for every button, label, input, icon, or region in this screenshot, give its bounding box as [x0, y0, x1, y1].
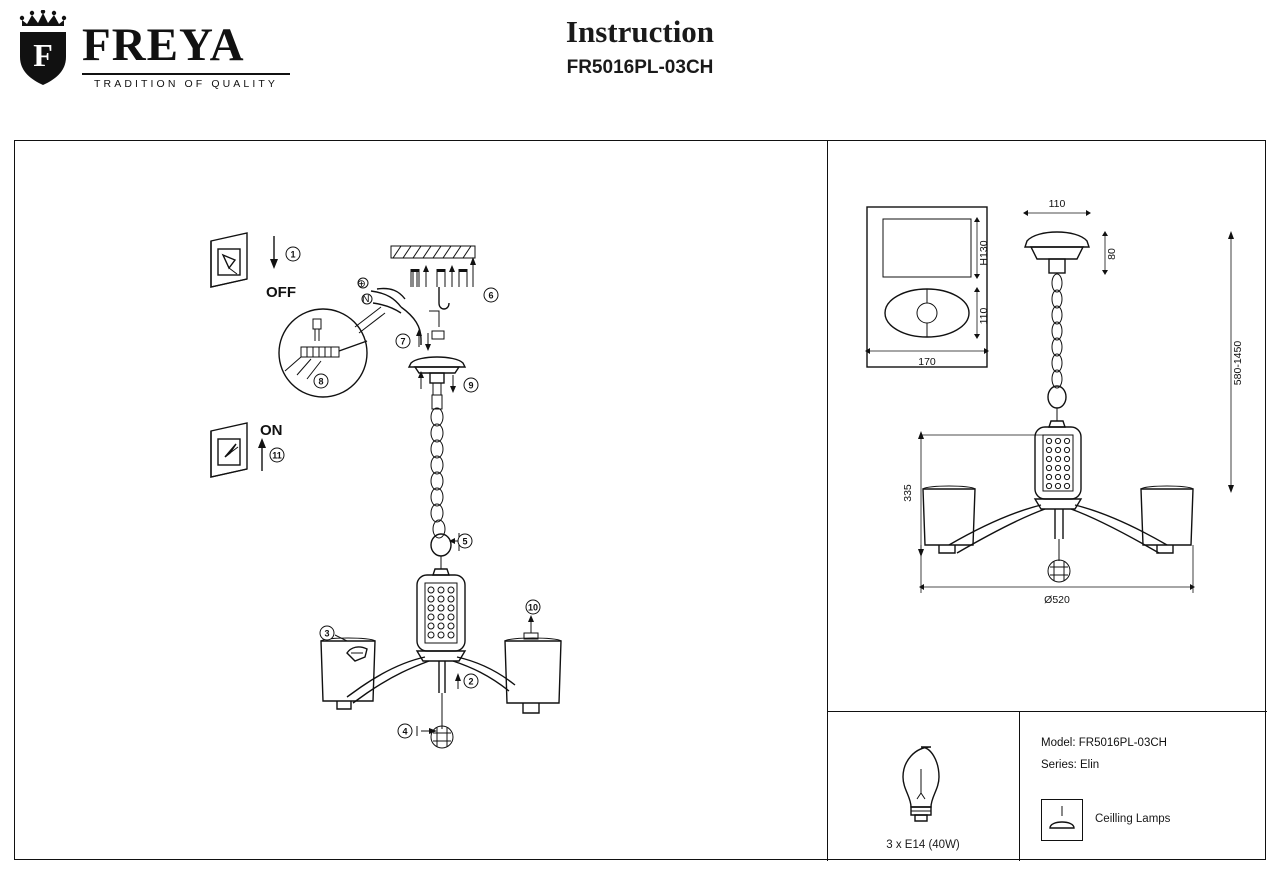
category-row [1041, 799, 1267, 841]
svg-text:4: 4 [402, 726, 408, 737]
brand-tagline: TRADITION OF QUALITY [94, 78, 278, 90]
dim-diameter: Ø520 [1044, 594, 1070, 606]
series-value: Elin [1080, 758, 1100, 771]
svg-text:⊕: ⊕ [357, 278, 366, 290]
dim-canopy-height: 80 [1106, 248, 1118, 260]
bulb-spec-block [827, 711, 1019, 861]
canopy-assembly [409, 357, 478, 395]
svg-text:6: 6 [488, 290, 494, 301]
lamp-body [417, 569, 465, 661]
mounting-plate-drawing [865, 207, 990, 368]
svg-text:7: 7 [400, 336, 406, 347]
ceiling-mount-detail [391, 246, 498, 309]
dim-mount-width: 170 [918, 356, 936, 368]
page-header [0, 0, 1280, 118]
svg-text:N: N [362, 293, 370, 305]
dim-mount-plate: 110 [978, 307, 990, 325]
svg-text:2: 2 [468, 676, 474, 687]
instruction-frame [14, 140, 1266, 860]
off-label: OFF [266, 284, 296, 301]
right-lamp-shade [505, 600, 561, 713]
series-row [1041, 755, 1267, 777]
dimension-diagram [827, 141, 1267, 711]
svg-text:11: 11 [272, 450, 282, 461]
model-code: FR5016PL-03CH [566, 57, 714, 78]
assembly-diagram [15, 141, 827, 861]
page-title: Instruction [565, 14, 715, 49]
wiring-detail [357, 278, 444, 351]
svg-text:1: 1 [290, 249, 296, 260]
dim-hang-range: 580-1450 [1232, 340, 1244, 386]
lamp-arms [347, 657, 515, 748]
product-spec-block [1019, 711, 1267, 861]
model-row [1041, 733, 1267, 755]
dim-shade-height: 335 [902, 484, 914, 502]
svg-text:9: 9 [468, 380, 474, 391]
screw-callouts [398, 673, 478, 738]
model-value: FR5016PL-03CH [1078, 737, 1167, 749]
brand-name: FREYA [82, 19, 245, 71]
product-elevation [902, 198, 1244, 606]
ceiling-lamp-icon [1041, 799, 1083, 841]
category-label: Ceilling Lamps [1095, 812, 1171, 825]
dim-canopy-width: 110 [1048, 198, 1066, 210]
crest-letter: F [33, 37, 53, 73]
svg-text:5: 5 [462, 536, 468, 547]
suspension-chain [431, 395, 472, 569]
svg-text:10: 10 [527, 602, 539, 613]
dim-mount-height: H130 [978, 240, 990, 266]
svg-text:8: 8 [318, 376, 324, 387]
svg-text:3: 3 [324, 628, 330, 639]
series-label: Series: [1041, 758, 1077, 771]
model-label: Model: [1041, 737, 1076, 749]
on-label: ON [260, 422, 283, 439]
switch-off-illustration [211, 233, 300, 287]
detail-magnifier [279, 307, 385, 397]
bulb-spec-text: 3 x E14 (40W) [886, 839, 960, 851]
